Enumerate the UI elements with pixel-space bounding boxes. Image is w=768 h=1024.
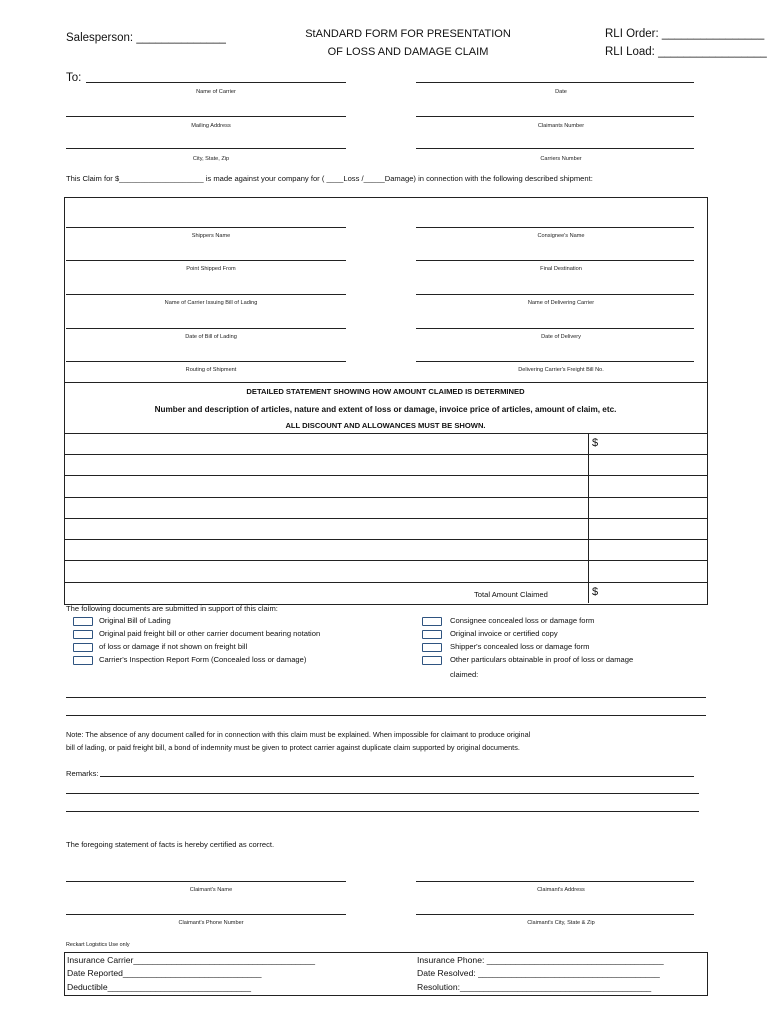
date-resolved-field[interactable]: Date Resolved: ______________________________________ bbox=[417, 968, 660, 978]
form-title-line2: OF LOSS AND DAMAGE CLAIM bbox=[327, 46, 489, 58]
discount-note: ALL DISCOUNT AND ALLOWANCES MUST BE SHOWN. bbox=[285, 421, 486, 430]
documents-line-2[interactable] bbox=[66, 715, 706, 716]
certify-statement: The foregoing statement of facts is hereby certified as correct. bbox=[66, 840, 275, 849]
final-destination-label: Final Destination bbox=[540, 266, 582, 272]
doc-shipper-form: Shipper's concealed loss or damage form bbox=[450, 642, 590, 651]
doc-inspection-report: Carrier's Inspection Report Form (Concealed loss or damage) bbox=[99, 655, 307, 664]
rli-load-field[interactable]: RLI Load: _________________ bbox=[605, 46, 767, 58]
shipment-box bbox=[64, 197, 708, 605]
table-row[interactable] bbox=[64, 560, 707, 561]
city-state-zip-input[interactable] bbox=[66, 148, 346, 149]
claimant-address-input[interactable] bbox=[416, 881, 694, 882]
checkbox-other-particulars[interactable] bbox=[422, 656, 442, 665]
claimants-number-input[interactable] bbox=[416, 116, 694, 117]
salesperson-field[interactable]: Salesperson: ______________ bbox=[66, 32, 226, 44]
doc-original-invoice: Original invoice or certified copy bbox=[450, 629, 558, 638]
consignee-name-label: Consignee's Name bbox=[537, 233, 585, 239]
detail-heading: DETAILED STATEMENT SHOWING HOW AMOUNT CLAIMED IS DETERMINED bbox=[246, 387, 525, 396]
doc-loss-notation: of loss or damage if not shown on freight bill bbox=[99, 642, 248, 651]
remarks-line-2[interactable] bbox=[66, 793, 699, 794]
carriers-number-input[interactable] bbox=[416, 148, 694, 149]
documents-heading: The following documents are submitted in support of this claim: bbox=[66, 604, 278, 613]
documents-line-1[interactable] bbox=[66, 697, 706, 698]
point-shipped-input[interactable] bbox=[66, 260, 346, 261]
table-row bbox=[64, 433, 707, 434]
insurance-phone-field[interactable]: Insurance Phone: _____________________________________ bbox=[417, 955, 664, 965]
insurance-carrier-field[interactable]: Insurance Carrier______________________________________ bbox=[67, 955, 316, 965]
detail-divider bbox=[64, 382, 707, 383]
issuing-carrier-input[interactable] bbox=[66, 294, 346, 295]
checkbox-inspection-report[interactable] bbox=[73, 656, 93, 665]
claim-statement: This Claim for $____________________ is made against your company for ( ____Loss /_____Damage) in connection with the following described shipment: bbox=[66, 174, 593, 183]
note-line2: bill of lading, or paid freight bill, a bond of indemnity must be given to protect carrier against duplicate claim supported by original documents. bbox=[66, 743, 520, 752]
checkbox-original-invoice[interactable] bbox=[422, 630, 442, 639]
routing-label: Routing of Shipment bbox=[185, 367, 237, 373]
delivering-carrier-input[interactable] bbox=[416, 294, 694, 295]
remarks-line-3[interactable] bbox=[66, 811, 699, 812]
table-row[interactable] bbox=[64, 475, 707, 476]
claimant-phone-input[interactable] bbox=[66, 914, 346, 915]
doc-original-bill: Original Bill of Lading bbox=[99, 616, 171, 625]
freight-bill-input[interactable] bbox=[416, 361, 694, 362]
doc-consignee-form: Consignee concealed loss or damage form bbox=[450, 616, 595, 625]
checkbox-shipper-form[interactable] bbox=[422, 643, 442, 652]
remarks-line-1[interactable] bbox=[100, 776, 694, 777]
carriers-number-label: Carriers Number bbox=[540, 156, 582, 162]
doc-other-particulars: Other particulars obtainable in proof of loss or damage bbox=[450, 655, 634, 664]
resolution-field[interactable]: Resolution:________________________________________ bbox=[417, 982, 652, 992]
shippers-name-label: Shippers Name bbox=[191, 233, 231, 239]
rli-order-field[interactable]: RLI Order: ________________ bbox=[605, 28, 765, 40]
bill-date-input[interactable] bbox=[66, 328, 346, 329]
claimant-name-input[interactable] bbox=[66, 881, 346, 882]
internal-use-caption: Reckart Logistics Use only bbox=[66, 942, 130, 948]
issuing-carrier-label: Name of Carrier Issuing Bill of Lading bbox=[164, 300, 258, 306]
doc-claimed: claimed: bbox=[450, 670, 479, 679]
mailing-address-input[interactable] bbox=[66, 116, 346, 117]
carrier-name-input[interactable] bbox=[86, 82, 346, 83]
claimant-address-label: Claimant's Address bbox=[537, 887, 585, 893]
claimant-city-input[interactable] bbox=[416, 914, 694, 915]
date-reported-field[interactable]: Date Reported_____________________________ bbox=[67, 968, 262, 978]
doc-paid-freight-bill: Original paid freight bill or other carrier document bearing notation bbox=[99, 629, 321, 638]
checkbox-consignee-form[interactable] bbox=[422, 617, 442, 626]
delivery-date-label: Date of Delivery bbox=[541, 334, 581, 340]
total-dollar-sign: $ bbox=[592, 586, 599, 598]
mailing-address-label: Mailing Address bbox=[191, 123, 231, 129]
date-input[interactable] bbox=[416, 82, 694, 83]
claimant-city-label: Claimant's City, State & Zip bbox=[527, 920, 595, 926]
detail-instructions: Number and description of articles, nature and extent of loss or damage, invoice price of articles, amount of claim, etc. bbox=[154, 405, 617, 414]
routing-input[interactable] bbox=[66, 361, 346, 362]
table-row[interactable] bbox=[64, 539, 707, 540]
shippers-name-input[interactable] bbox=[66, 227, 346, 228]
table-row[interactable] bbox=[64, 582, 707, 583]
final-destination-input[interactable] bbox=[416, 260, 694, 261]
date-label: Date bbox=[555, 89, 567, 95]
to-label: To: bbox=[66, 72, 82, 84]
table-row[interactable] bbox=[64, 497, 707, 498]
bill-date-label: Date of Bill of Lading bbox=[185, 334, 237, 340]
total-amount-label: Total Amount Claimed bbox=[474, 590, 548, 599]
table-row[interactable] bbox=[64, 518, 707, 519]
consignee-name-input[interactable] bbox=[416, 227, 694, 228]
deductible-field[interactable]: Deductible______________________________ bbox=[67, 982, 251, 992]
point-shipped-label: Point Shipped From bbox=[186, 266, 236, 272]
checkbox-original-bill[interactable] bbox=[73, 617, 93, 626]
checkbox-loss-notation[interactable] bbox=[73, 643, 93, 652]
carrier-name-label: Name of Carrier bbox=[196, 89, 236, 95]
checkbox-paid-freight-bill[interactable] bbox=[73, 630, 93, 639]
remarks-label: Remarks: bbox=[66, 769, 99, 778]
delivering-carrier-label: Name of Delivering Carrier bbox=[527, 300, 595, 306]
claimant-name-label: Claimant's Name bbox=[189, 887, 233, 893]
dollar-sign: $ bbox=[592, 437, 599, 449]
delivery-date-input[interactable] bbox=[416, 328, 694, 329]
city-state-zip-label: City, State, Zip bbox=[192, 156, 230, 162]
note-line1: Note: The absence of any document called for in connection with this claim must be explained. When impossible for claimant to produce original bbox=[66, 730, 531, 739]
freight-bill-label: Delivering Carrier's Freight Bill No. bbox=[518, 367, 604, 373]
form-title-line1: StANDARD FORM FOR PRESENTATION bbox=[305, 28, 511, 40]
claimant-phone-label: Claimant's Phone Number bbox=[178, 920, 244, 926]
table-row[interactable] bbox=[64, 454, 707, 455]
claimants-number-label: Claimants Number bbox=[537, 123, 585, 129]
amount-column-divider bbox=[588, 433, 589, 603]
